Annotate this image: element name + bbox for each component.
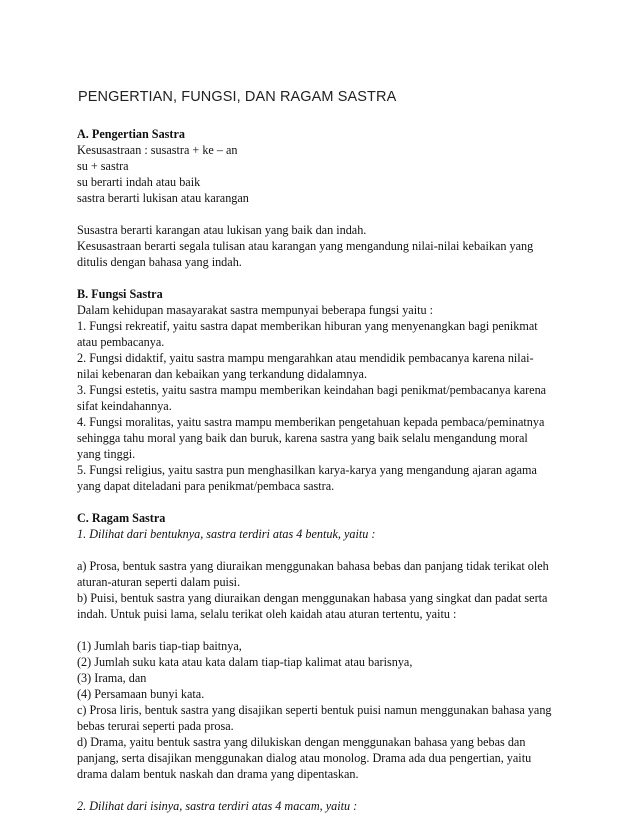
text-line: c) Prosa liris, bentuk sastra yang disajikan seperti bentuk puisi namun menggunakan bahasa yang <box>77 703 552 717</box>
text-line: indah. Untuk puisi lama, selalu terikat oleh kaidah atau aturan tertentu, yaitu : <box>77 607 457 621</box>
spacer <box>77 782 577 798</box>
section-c-heading: C. Ragam Sastra <box>77 511 166 525</box>
section-b-heading: B. Fungsi Sastra <box>77 287 163 301</box>
text-line: b) Puisi, bentuk sastra yang diuraikan dengan menggunakan habasa yang singkat dan padat serta <box>77 591 548 605</box>
spacer <box>77 270 577 286</box>
text-line: (2) Jumlah suku kata atau kata dalam tiap-tiap kalimat atau barisnya, <box>77 655 413 669</box>
section-a-heading: A. Pengertian Sastra <box>77 127 185 141</box>
text-line: 4. Fungsi moralitas, yaitu sastra mampu memberikan pengetahuan kepada pembaca/peminatnya <box>77 415 545 429</box>
text-line: su berarti indah atau baik <box>77 175 201 189</box>
text-line: sehingga tahu moral yang baik dan buruk, karena sastra yang baik selalu mengandung moral <box>77 431 528 445</box>
text-line: d) Drama, yaitu bentuk sastra yang dilukiskan dengan menggunakan bahasa yang bebas dan <box>77 735 526 749</box>
text-line: bebas terurai seperti pada prosa. <box>77 719 234 733</box>
text-line: aturan-aturan seperti dalam puisi. <box>77 575 241 589</box>
subheading-isi: 2. Dilihat dari isinya, sastra terdiri atas 4 macam, yaitu : <box>77 799 358 813</box>
spacer <box>77 494 577 510</box>
text-line: (3) Irama, dan <box>77 671 147 685</box>
text-line: Susastra berarti karangan atau lukisan yang baik dan indah. <box>77 223 367 237</box>
text-line: yang dapat diteladani para penikmat/pembaca sastra. <box>77 479 335 493</box>
text-line: atau pembacanya. <box>77 335 165 349</box>
text-line: nilai kebenaran dan kebaikan yang terkandung didalamnya. <box>77 367 368 381</box>
text-line: 5. Fungsi religius, yaitu sastra pun menghasilkan karya-karya yang mengandung ajaran agama <box>77 463 537 477</box>
text-line: (4) Persamaan bunyi kata. <box>77 687 205 701</box>
text-line: sastra berarti lukisan atau karangan <box>77 191 249 205</box>
text-line: 1. Fungsi rekreatif, yaitu sastra dapat memberikan hiburan yang menyenangkan bagi penikmat <box>77 319 538 333</box>
text-line: Dalam kehidupan masayarakat sastra mempunyai beberapa fungsi yaitu : <box>77 303 434 317</box>
text-line: drama dalam bentuk naskah dan drama yang dipentaskan. <box>77 767 359 781</box>
spacer <box>77 622 577 638</box>
text-line: yang tinggi. <box>77 447 136 461</box>
text-line: su + sastra <box>77 159 129 173</box>
text-line: panjang, serta disajikan menggunakan dialog atau monolog. Drama ada dua pengertian, yaitu <box>77 751 532 765</box>
document-title: PENGERTIAN, FUNGSI, DAN RAGAM SASTRA <box>78 89 397 105</box>
text-line: Kesusastraan : susastra + ke – an <box>77 143 238 157</box>
text-line: ditulis dengan bahasa yang indah. <box>77 255 242 269</box>
text-line: a) Prosa, bentuk sastra yang diuraikan menggunakan bahasa bebas dan panjang tidak terikat oleh <box>77 559 549 573</box>
spacer <box>77 542 577 558</box>
text-line: 3. Fungsi estetis, yaitu sastra mampu memberikan keindahan bagi penikmat/pembacanya karena <box>77 383 547 397</box>
spacer <box>77 206 577 222</box>
text-line: Kesusastraan berarti segala tulisan atau karangan yang mengandung nilai-nilai kebaikan yang <box>77 239 534 253</box>
subheading-bentuk: 1. Dilihat dari bentuknya, sastra terdiri atas 4 bentuk, yaitu : <box>77 527 376 541</box>
text-line: (1) Jumlah baris tiap-tiap baitnya, <box>77 639 242 653</box>
text-line: 2. Fungsi didaktif, yaitu sastra mampu mengarahkan atau mendidik pembacanya karena nilai- <box>77 351 534 365</box>
text-line: sifat keindahannya. <box>77 399 172 413</box>
document-body <box>77 126 577 814</box>
